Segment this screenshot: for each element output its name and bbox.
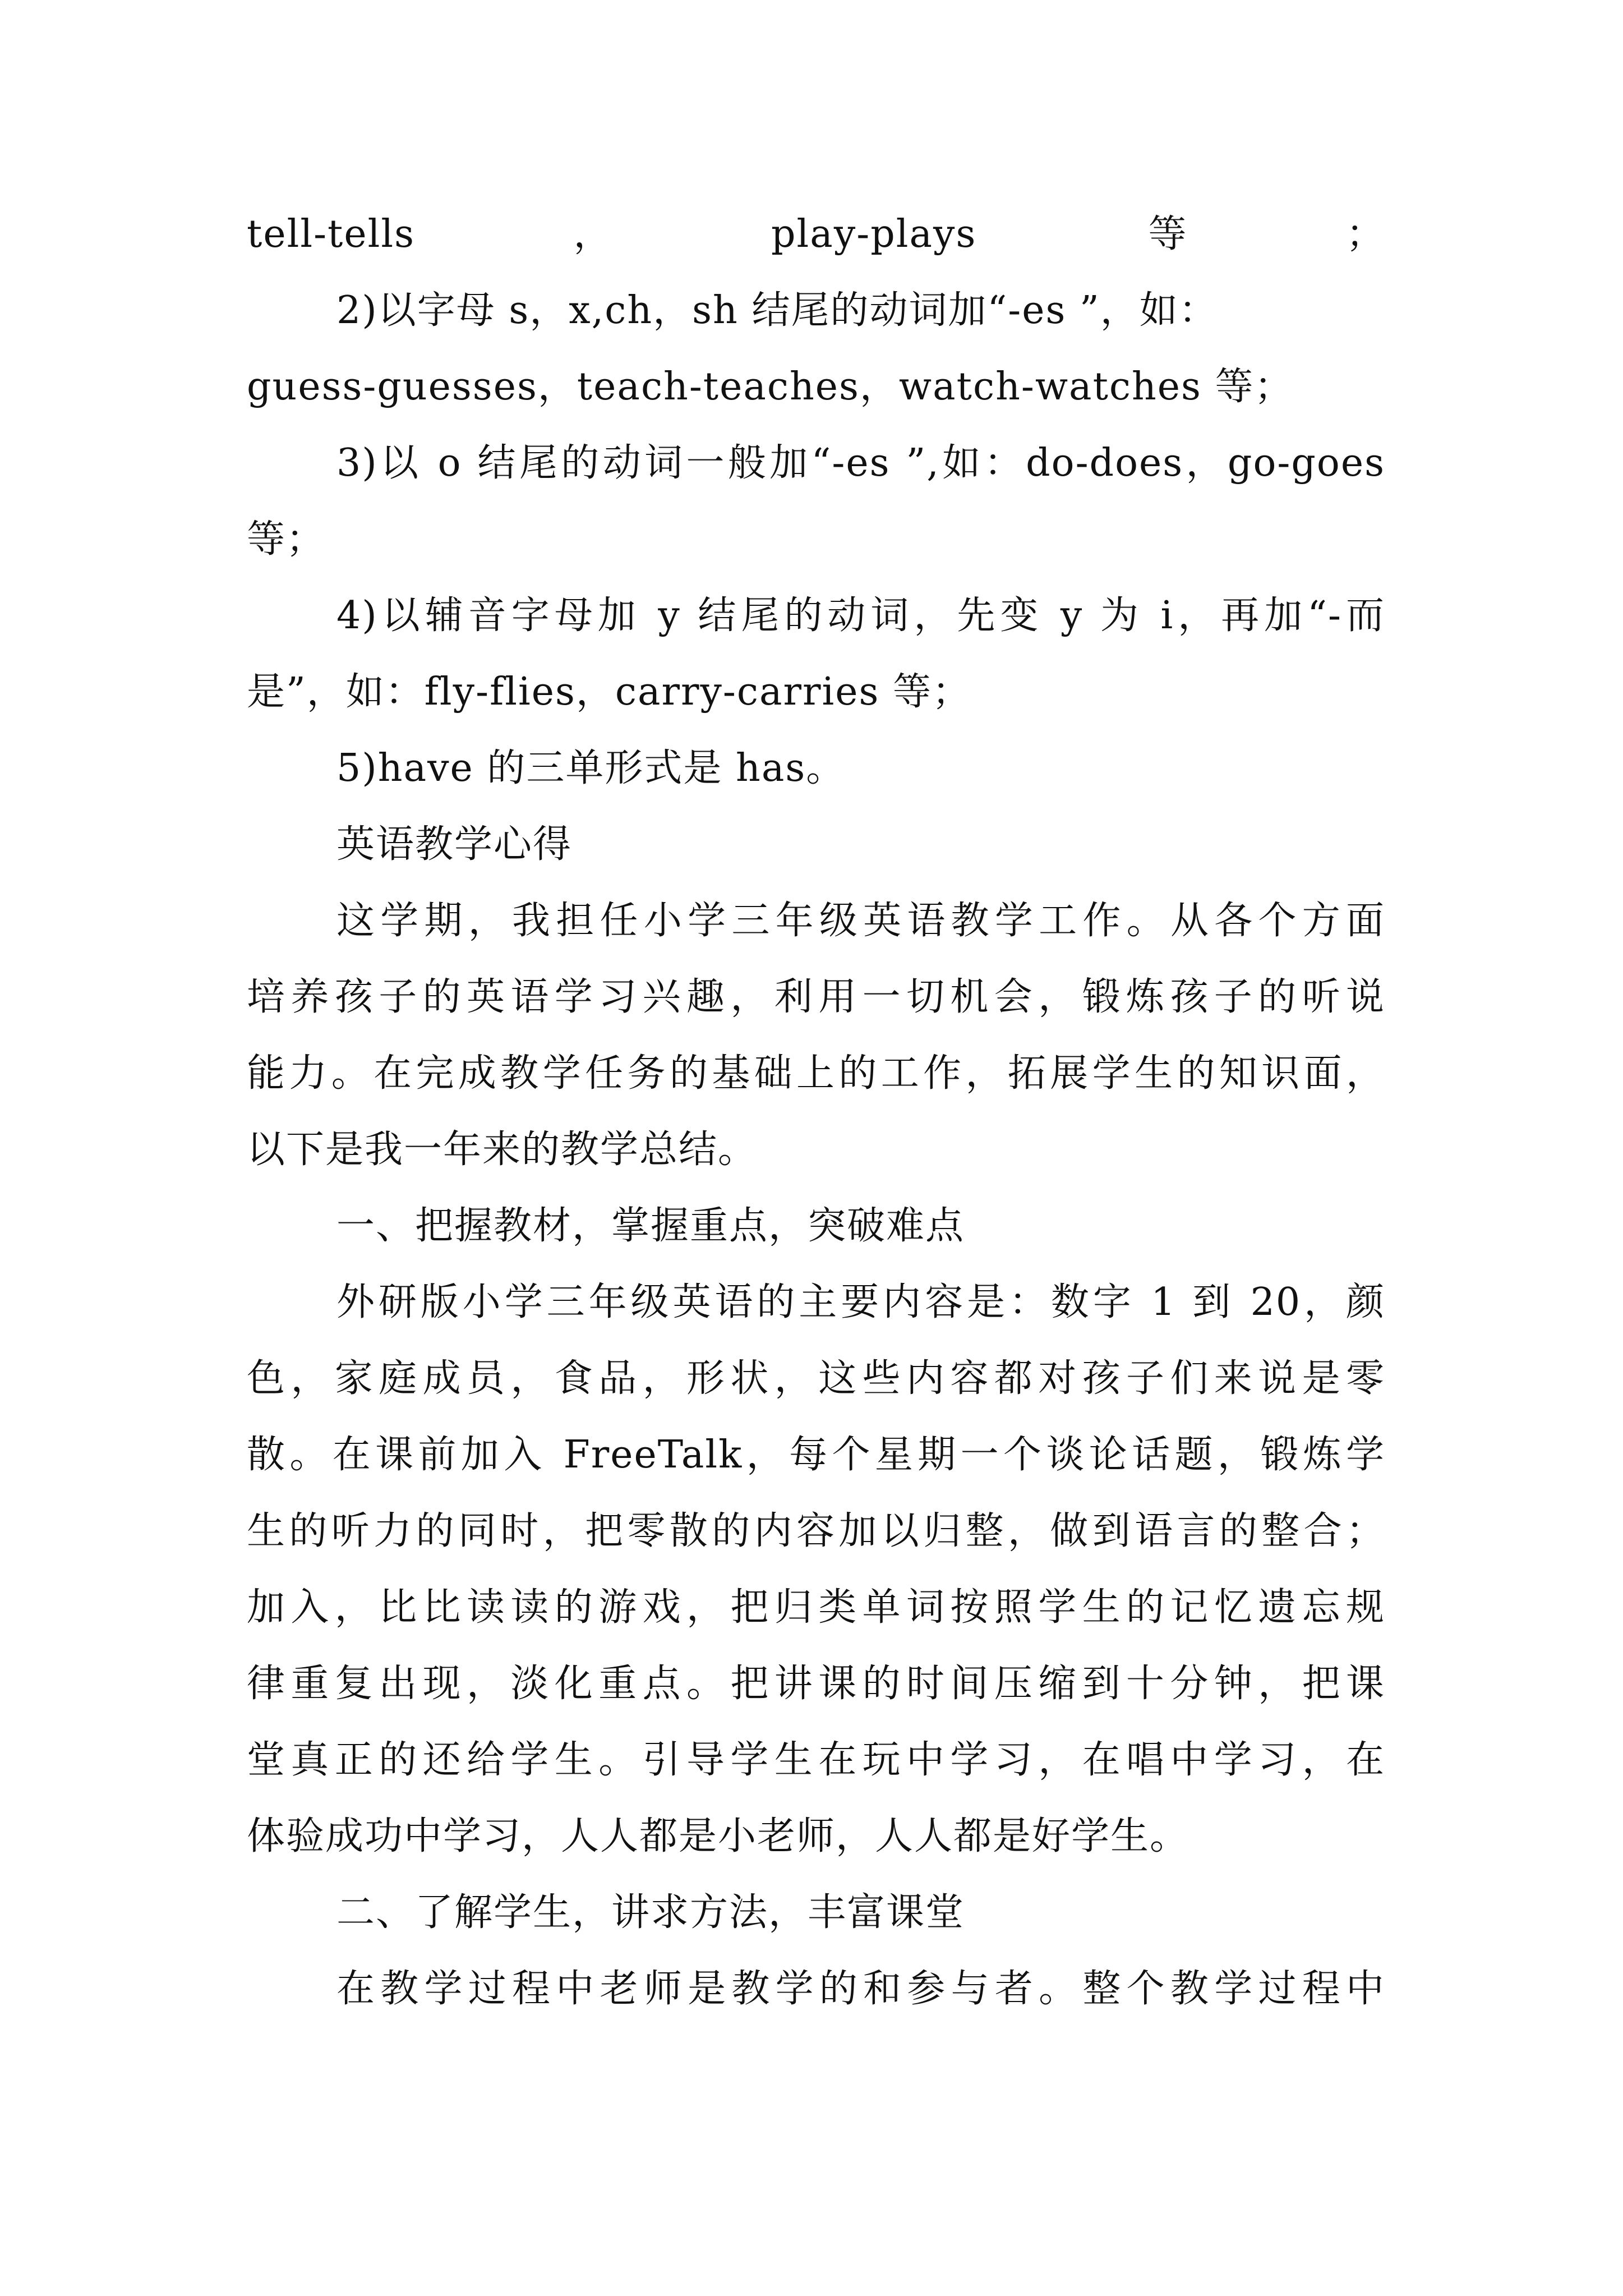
text-line: 生的听力的同时，把零散的内容加以归整，做到语言的整合；	[247, 1509, 1385, 1553]
text-line: 散。在课前加入 FreeTalk，每个星期一个谈论话题，锻炼学	[247, 1433, 1385, 1477]
text-line: 堂真正的还给学生。引导学生在玩中学习，在唱中学习，在	[247, 1738, 1385, 1782]
text-line: 5)have 的三单形式是 has。	[336, 746, 846, 790]
text-line: guess-guesses，teach-teaches，watch-watches 等；	[247, 365, 1294, 409]
text-line: 2)以字母 s，x,ch，sh 结尾的动词加“-es ”，如：	[336, 288, 1218, 333]
section-heading: 二、了解学生，讲求方法，丰富课堂	[336, 1890, 965, 1935]
section-heading: 英语教学心得	[336, 822, 573, 867]
text-line: 加入，比比读读的游戏，把归类单词按照学生的记忆遗忘规	[247, 1585, 1385, 1630]
text-line: 4)以辅音字母加 y 结尾的动词，先变 y 为 i，再加“-而	[336, 593, 1385, 638]
text-line: 以下是我一年来的教学总结。	[247, 1128, 758, 1172]
text-line: 体验成功中学习，人人都是小老师，人人都是好学生。	[247, 1814, 1189, 1858]
text-line: 律重复出现，淡化重点。把讲课的时间压缩到十分钟，把课	[247, 1662, 1385, 1706]
text-line: 等；	[247, 517, 326, 562]
text-line: 3)以 o 结尾的动词一般加“-es ”,如：do-does，go-goes	[336, 441, 1385, 485]
text-line: 这学期，我担任小学三年级英语教学工作。从各个方面	[336, 899, 1385, 943]
text-line: 在教学过程中老师是教学的和参与者。整个教学过程中	[336, 1967, 1385, 2011]
section-heading: 一、把握教材，掌握重点，突破难点	[336, 1204, 965, 1248]
text-line: 培养孩子的英语学习兴趣，利用一切机会，锻炼孩子的听说	[247, 975, 1385, 1019]
text-line: tell-tells，play-plays 等；	[247, 212, 1385, 256]
text-line: 能力。在完成教学任务的基础上的工作，拓展学生的知识面，	[247, 1051, 1385, 1096]
text-line: 色，家庭成员，食品，形状，这些内容都对孩子们来说是零	[247, 1356, 1385, 1401]
text-line: 是”，如：fly-flies，carry-carries 等；	[247, 670, 972, 714]
text-line: 外研版小学三年级英语的主要内容是：数字 1 到 20，颜	[336, 1280, 1385, 1324]
